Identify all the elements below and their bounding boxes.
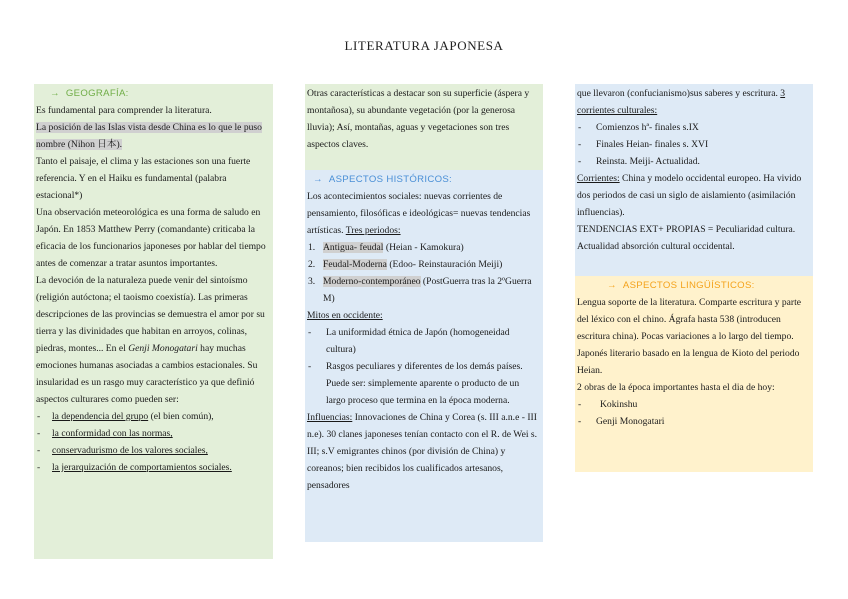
- otras-caracteristicas: Otras características a destacar son su superficie (áspera y montañosa), su abundante vegetación (por la generosa lluvia); Así, montañas, aguas y vegetaciones son tres aspectos claves.: [305, 84, 543, 170]
- historicos-heading: → ASPECTOS HISTÓRICOS:: [313, 174, 453, 185]
- list-item: - Rasgos peculiares y diferentes de los demás países. Puede ser: simplemente aparente o producto de un largo proceso que termina en la época moderna.: [307, 358, 541, 409]
- corrientes-list: [577, 119, 811, 170]
- list-item: 3. Moderno-contemporáneo (PostGuerra tras la 2ºGuerra M): [308, 276, 532, 304]
- geografia-section: [34, 84, 273, 559]
- arrow-icon: →: [313, 174, 323, 185]
- geografia-list: [36, 408, 271, 476]
- linguisticos-section: → ASPECTOS LINGÜÍSTICOS: Lengua soporte de la literatura. Comparte escritura y parte del léxico con el chino. Ágrafa hasta 538 (introducen escritura china). Pocas variaciones a lo largo del tiempo. Japonés literario basado en la lengua de Kioto del periodo Heian. 2 obras de la época importantes hasta el dia de hoy: - Kokinshu - Genji Monogatari: [575, 276, 813, 472]
- list-item: - la dependencia del grupo (el bien común),: [36, 408, 271, 425]
- periods-list: [307, 239, 541, 307]
- list-item: - la conformidad con las normas,: [36, 425, 271, 442]
- list-item: 1. Antigua- feudal (Heian - Kamokura): [308, 242, 464, 253]
- historicos-intro: Los acontecimientos sociales: nuevas corrientes de pensamiento, filosóficas e ideológicas= nuevas tendencias artísticas. Tres periodos:: [307, 191, 531, 236]
- list-item: - Comienzos hª- finales s.IX: [577, 119, 811, 136]
- arrow-icon: →: [607, 280, 617, 291]
- list-item: - Finales Heian- finales s. XVI: [577, 136, 811, 153]
- list-item: - Kokinshu: [577, 396, 811, 413]
- mitos-list: [307, 324, 541, 409]
- list-item: - la jerarquización de comportamientos sociales.: [36, 459, 271, 476]
- historicos-section: [305, 170, 543, 542]
- obras-list: [577, 396, 811, 430]
- list-item: - conservadurismo de los valores sociales,: [36, 442, 271, 459]
- linguisticos-heading: → ASPECTOS LINGÜÍSTICOS:: [607, 280, 755, 291]
- list-item: - Reinsta. Meiji- Actualidad.: [577, 153, 811, 170]
- influencias-text: Influencias: Innovaciones de China y Corea (s. III a.n.e - III n.e). 30 clanes japoneses tenían contacto con el R. de Wei s. III; s.V emigrantes chinos (por división de China) y coreanos; bien recibidos los cualificados artesanos, pensadores: [307, 412, 538, 491]
- list-item: - La uniformidad étnica de Japón (homogeneidad cultura): [307, 324, 541, 358]
- list-item: - Genji Monogatari: [577, 413, 811, 430]
- mitos-label: Mitos en occidente:: [307, 310, 383, 321]
- arrow-icon: →: [50, 88, 60, 99]
- geografia-text: Es fundamental para comprender la literatura. La posición de las Islas vista desde China es lo que le puso nombre (Nihon 日本). Tanto el paisaje, el clima y las estaciones son una fuerte referencia. Y en el Haiku es fundamental (palabra estacional*) Una observación meteorológica es una forma de saludo en Japón. En 1853 Matthew Perry (comandante) criticaba la eficacia de los funcionarios japoneses por hablar del tiempo antes de comenzar a tratar asuntos importantes. La devoción de la naturaleza puede venir del sintoísmo (religión autóctona; el taoismo coexistía). Las primeras descripciones de las provincias se demuestra el amor por su tierra y las divinidades que habitan en arroyos, colinas, piedras, montes... En el Genji Monogatari hay muchas emociones humanas asociadas a cambios estacionales. Su insularidad es un rasgo muy característico ya que definió aspectos culturares como pueden ser:: [36, 105, 266, 405]
- list-item: 2. Feudal-Moderna (Edoo- Reinstauración Meiji): [308, 259, 503, 270]
- historicos-continuation: que llevaron (confucianismo)sus saberes y escritura. 3 corrientes culturales: - Comienzos hª- finales s.IX - Finales Heian- finales s. XVI - Reinsta. Meiji- Actualidad. Corrientes: China y modelo occidental europeo. Ha vivido dos periodos de casi un siglo de aislamiento (asimilación influencias). TENDENCIAS EXT+ PROPIAS = Peculiaridad cultura. Actualidad absorción cultural occidental.: [575, 84, 813, 276]
- geografia-heading: → GEOGRAFÍA:: [50, 88, 129, 99]
- page-title: LITERATURA JAPONESA: [344, 38, 504, 53]
